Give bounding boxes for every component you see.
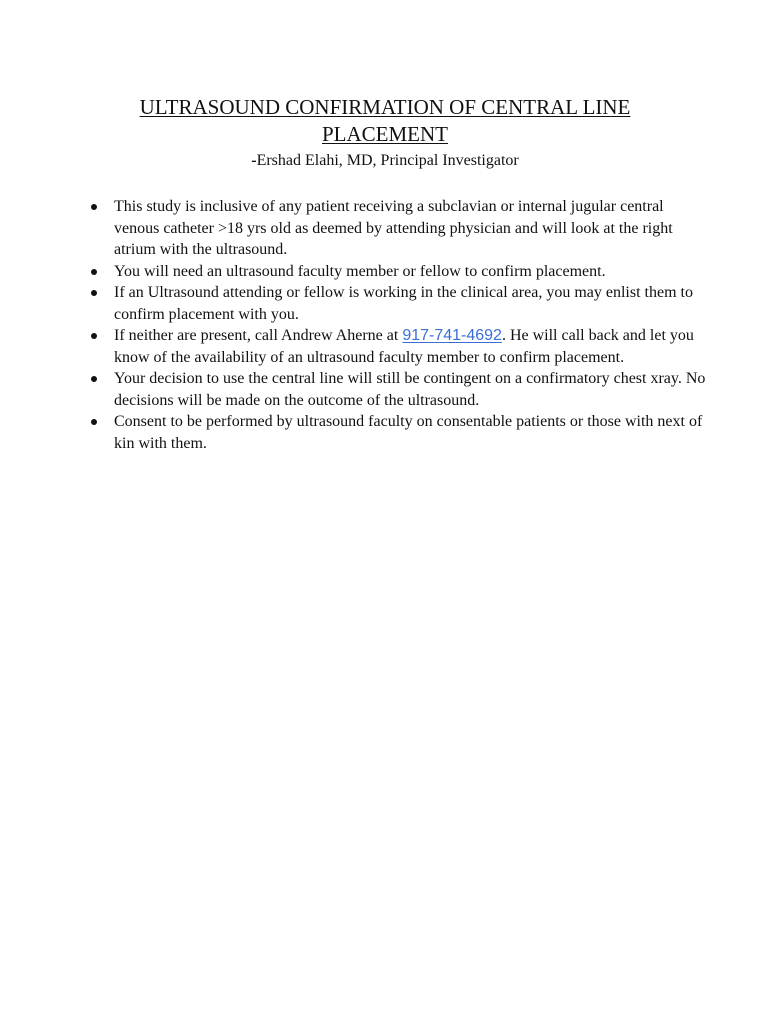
author-dash: - [251, 152, 257, 169]
author-line [100, 150, 670, 172]
bullet-item-inclusion [88, 196, 708, 261]
bullet-text: Consent to be performed by ultrasound faculty on consentable patients or those with next of kin with them. [114, 413, 703, 452]
bullet-icon [91, 204, 97, 210]
phone-link[interactable]: 917-741-4692 [402, 327, 502, 344]
bullet-list [88, 196, 708, 454]
bullet-text: This study is inclusive of any patient receiving a subclavian or internal jugular central venous catheter >18 yrs old as deemed by attending physician and will look at the right atrium with the ultrasound. [114, 198, 673, 258]
bullet-icon [91, 333, 97, 339]
bullet-icon [91, 419, 97, 425]
bullet-text-before-phone: If neither are present, call Andrew Aherne at [114, 327, 403, 344]
bullet-item-call [88, 325, 708, 368]
author-name: Ershad Elahi, MD, Principal Investigator [256, 152, 519, 169]
bullet-item-decision [88, 368, 708, 411]
bullet-item-faculty-needed [88, 261, 708, 283]
bullet-icon [91, 290, 97, 296]
bullet-text-after-phone: . He will call back and let you know of the availability of an ultrasound faculty member to confirm placement. [114, 327, 694, 366]
bullet-item-enlist [88, 282, 708, 325]
bullet-item-consent [88, 411, 708, 454]
document-title: ULTRASOUND CONFIRMATION OF CENTRAL LINE PLACEMENT [139, 95, 631, 146]
bullet-icon [91, 376, 97, 382]
bullet-icon [91, 269, 97, 275]
bullet-text: If an Ultrasound attending or fellow is working in the clinical area, you may enlist them to confirm placement with you. [114, 284, 693, 323]
bullet-text: Your decision to use the central line will still be contingent on a confirmatory chest xray. No decisions will be made on the outcome of the ultrasound. [114, 370, 706, 409]
bullet-text: You will need an ultrasound faculty member or fellow to confirm placement. [114, 262, 606, 280]
